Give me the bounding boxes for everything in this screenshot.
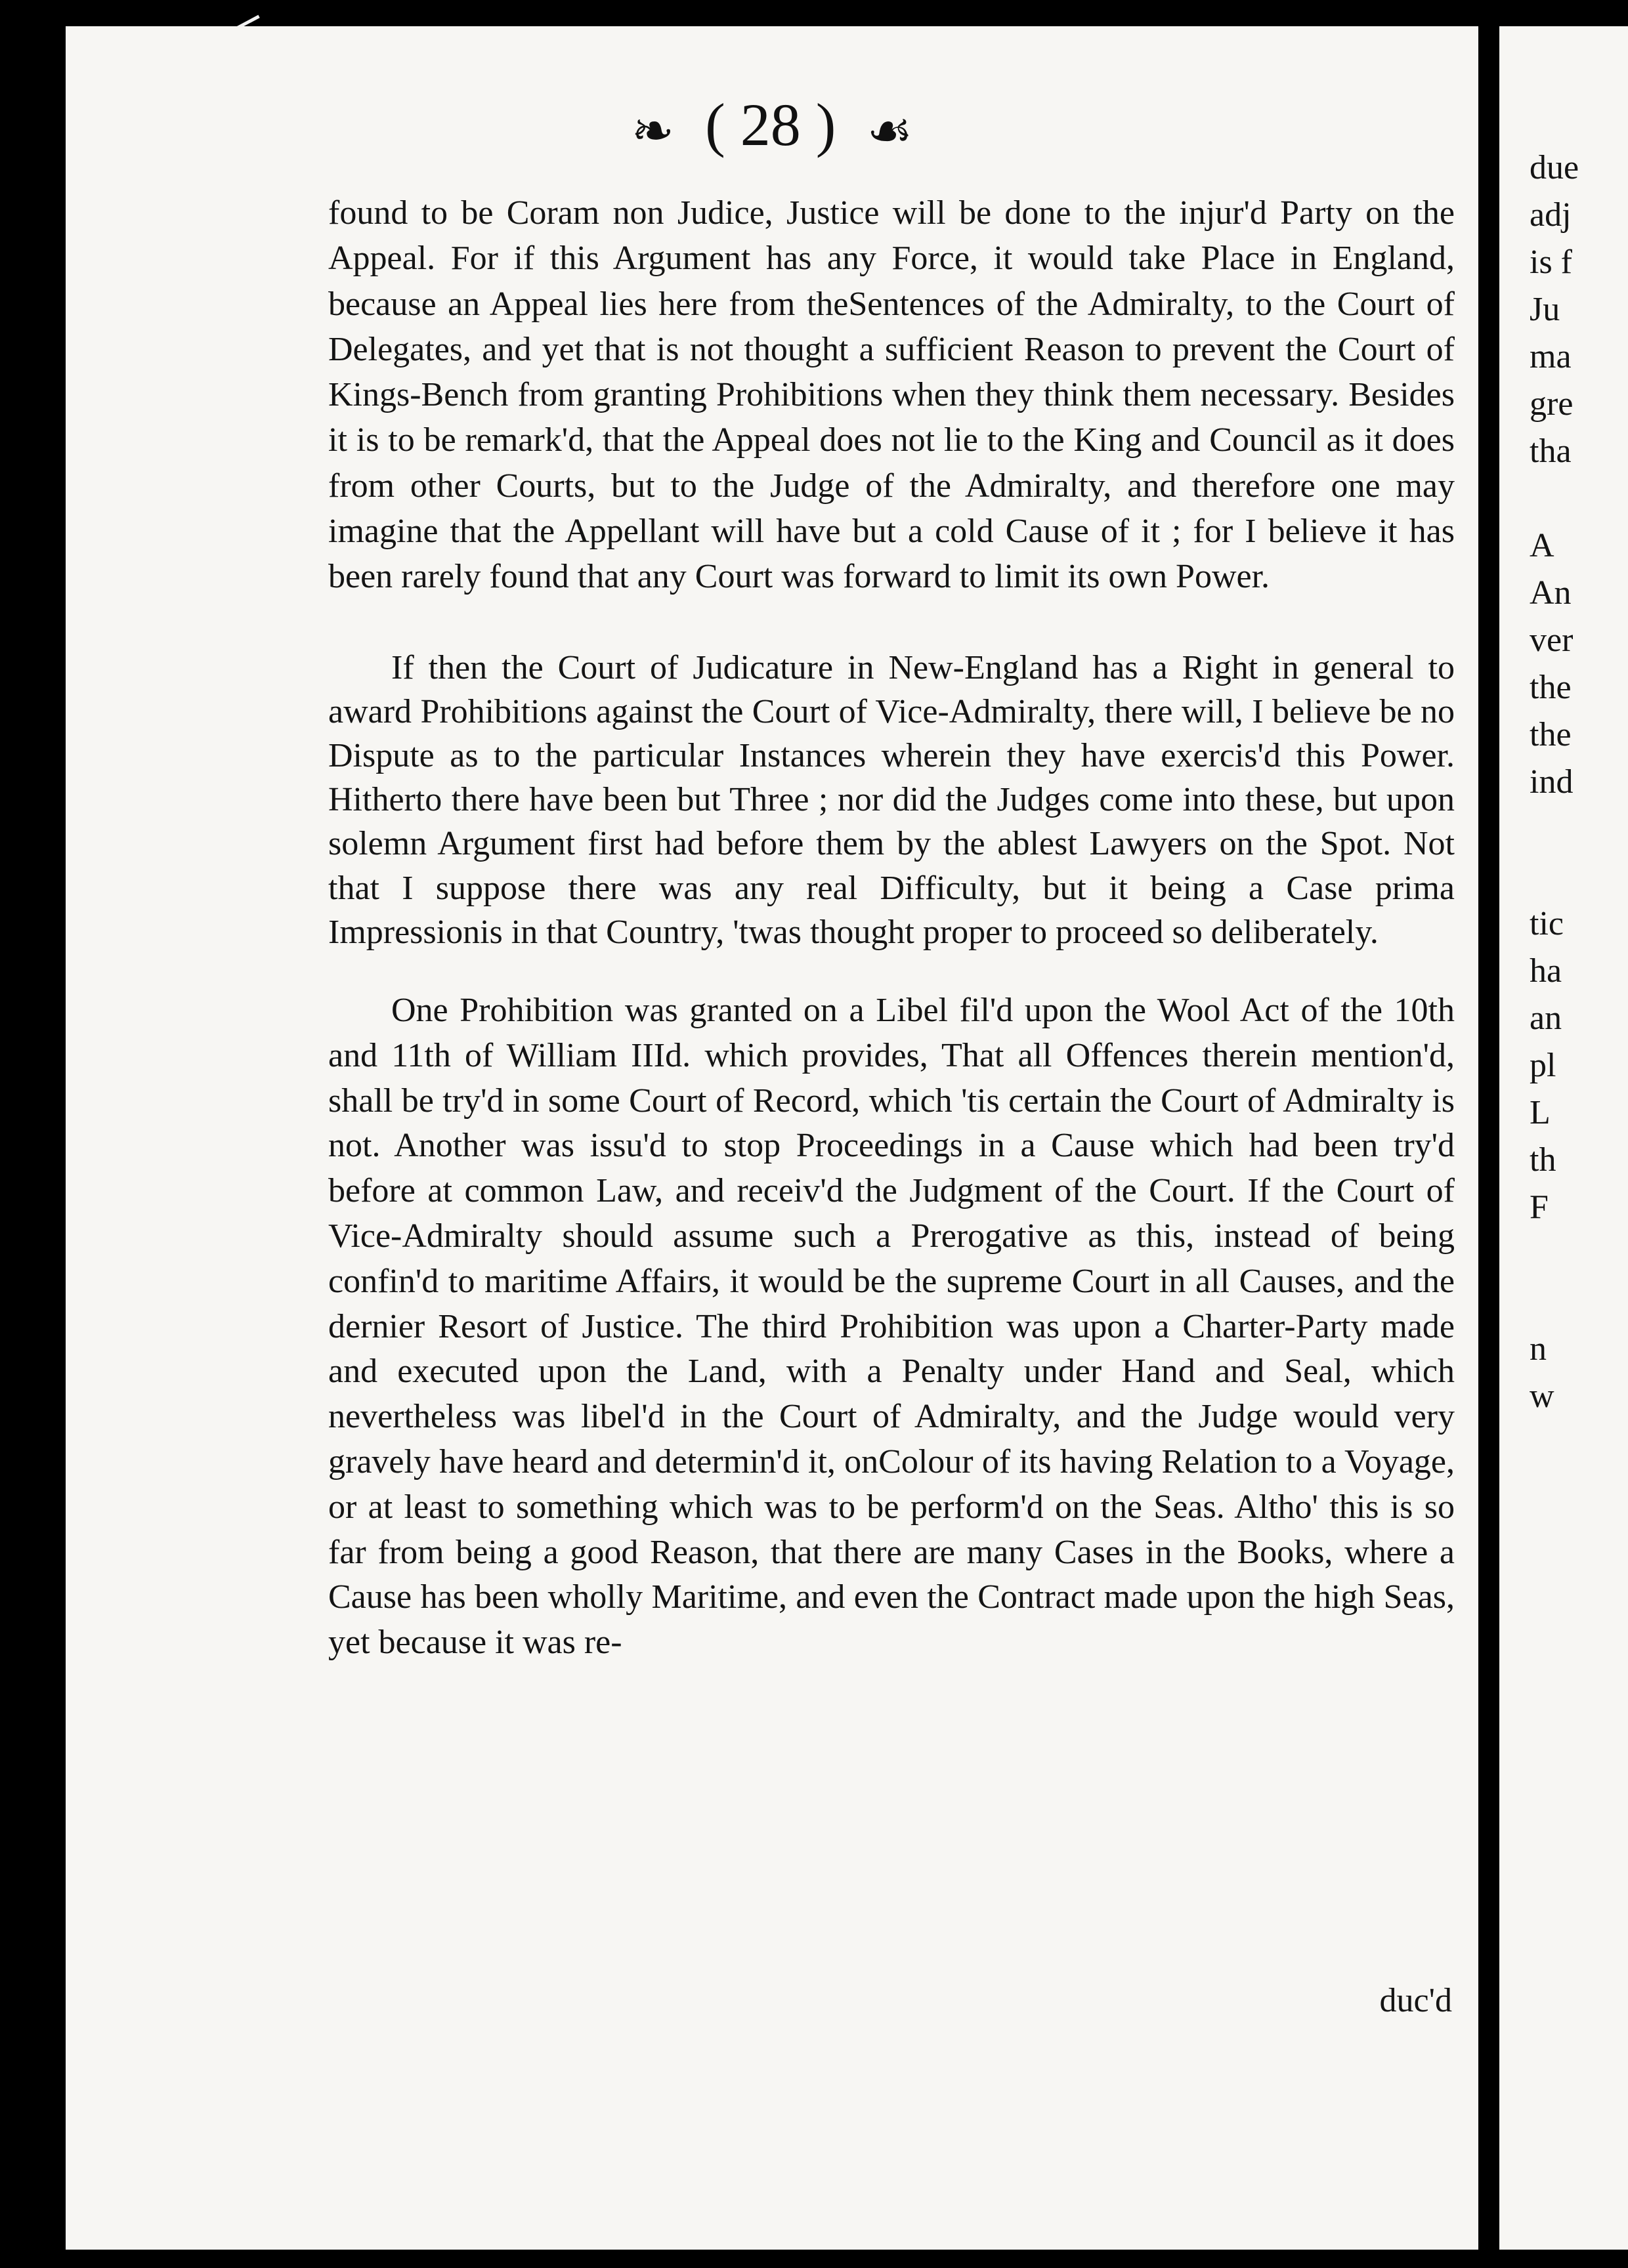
facing-page-line: L xyxy=(1530,1094,1551,1131)
book-gutter xyxy=(1478,26,1499,2250)
page-header xyxy=(66,85,1478,164)
facing-page-line: is f xyxy=(1530,243,1572,281)
facing-page-line: tic xyxy=(1530,905,1564,942)
facing-page-line xyxy=(1530,1278,1628,1326)
facing-page-line: F xyxy=(1530,1188,1549,1226)
facing-page-line: the xyxy=(1530,669,1572,706)
paragraph-2: If then the Court of Judicature in New-England has a Right in general to award Prohibitions against the Court of Vice-Admiralty, there will, I believe be no Dispute as to the particular Instances wherein they have exercis'd this Power. Hitherto there have been but Three ; nor did the Judges come into these, but upon solemn Argument first had before them by the ablest Lawyers on the Spot. Not that I suppose there was any real Difficulty, but it being a Case prima Impressionis in that Country, 'twas thought proper to proceed so deliberately. xyxy=(328,648,1455,951)
facing-page-line: An xyxy=(1530,574,1572,612)
facing-page-line: n xyxy=(1530,1330,1547,1368)
facing-page-line xyxy=(1530,475,1628,522)
facing-page-text xyxy=(1530,144,1628,1420)
facing-page-line xyxy=(1530,1231,1628,1278)
facing-page-line: ver xyxy=(1530,621,1574,659)
facing-page-line: the xyxy=(1530,716,1572,753)
facing-page-line: ha xyxy=(1530,952,1562,990)
facing-page-line: pl xyxy=(1530,1047,1556,1084)
facing-page-line: w xyxy=(1530,1377,1554,1415)
facing-page-line: ind xyxy=(1530,763,1574,801)
page-number: ( 28 ) xyxy=(705,91,836,158)
book-page xyxy=(66,26,1478,2250)
facing-page xyxy=(1499,26,1628,2250)
right-ornament-icon: ☙ xyxy=(867,102,913,159)
facing-page-line: an xyxy=(1530,999,1562,1037)
facing-page-line: due xyxy=(1530,149,1579,186)
facing-page-line: A xyxy=(1530,527,1554,564)
facing-page-line: ma xyxy=(1530,338,1572,375)
facing-page-line: gre xyxy=(1530,385,1574,423)
facing-page-line xyxy=(1530,806,1628,853)
facing-page-line: adj xyxy=(1530,196,1572,234)
paragraph-3: One Prohibition was granted on a Libel fil'd upon the Wool Act of the 10th and 11th of William IIId. which provides, That all Offences therein mention'd, shall be try'd in some Court of Record, which 'tis certain the Court of Admiralty is not. Another was issu'd to stop Proceedings in a Cause which had been try'd before at common Law, and receiv'd the Judgment of the Court. If the Court of Vice-Admiralty should assume such a Prerogative as this, instead of being confin'd to maritime Affairs, it would be the supreme Court in all Causes, and the dernier Resort of Justice. The third Prohibition was upon a Charter-Party made and executed upon the Land, with a Penalty under Hand and Seal, which nevertheless was libel'd in the Court of Admiralty, and the Judge would very gravely have heard and determin'd it, onColour of its having Relation to a Voyage, or at least to something which was to be perform'd on the Seas. Altho' this is so far from being a good Reason, that there are many Cases in the Books, where a Cause has been wholly Maritime, and even the Contract made upon the high Seas, yet because it was re- xyxy=(328,992,1455,1662)
paragraph-1: found to be Coram non Judice, Justice will be done to the injur'd Party on the Appeal. For if this Argument has any Force, it would take Place in England, because an Appeal lies here from theSentences of the Admiralty, to the Court of Delegates, and yet that is not thought a sufficient Reason to prevent the Court of Kings-Bench from granting Prohibitions when they think them necessary. Besides it is to be remark'd, that the Appeal does not lie to the King and Council as it does from other Courts, but to the Judge of the Admiralty, and therefore one may imagine that the Appellant will have but a cold Cause of it ; for I believe it has been rarely found that any Court was forward to limit its own Power. xyxy=(328,194,1455,596)
facing-page-line: Ju xyxy=(1530,291,1560,328)
facing-page-line xyxy=(1530,853,1628,900)
facing-page-line: th xyxy=(1530,1141,1556,1179)
catchword: duc'd xyxy=(1379,1982,1452,2019)
left-ornament-icon: ❧ xyxy=(631,102,675,159)
facing-page-line: tha xyxy=(1530,432,1572,470)
body-text xyxy=(328,190,1455,1666)
